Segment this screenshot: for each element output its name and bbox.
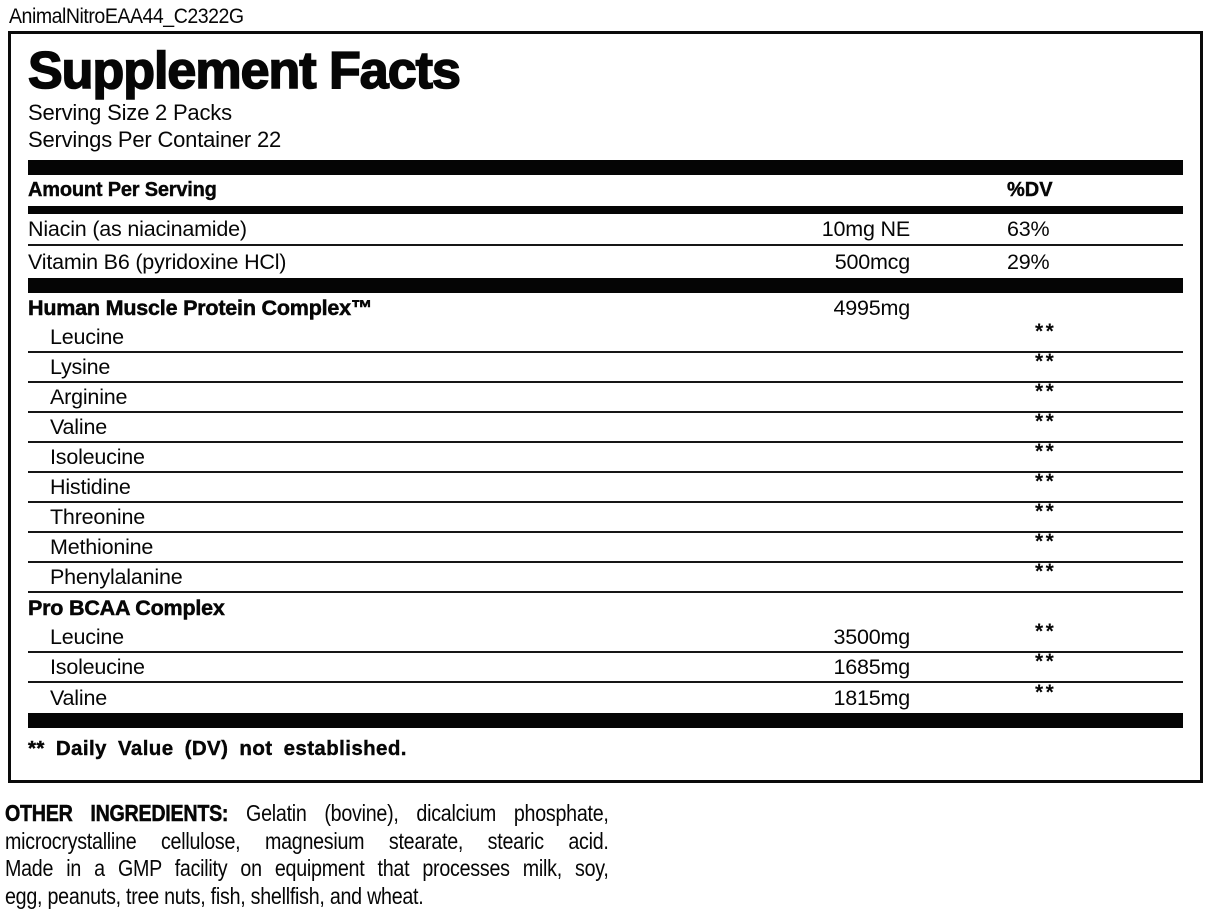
ingredient-name: Threonine bbox=[50, 504, 146, 529]
ingredient-amount: 500mcg bbox=[834, 249, 910, 274]
table-row bbox=[28, 214, 1183, 246]
other-ingredients-line: egg, peanuts, tree nuts, fish, shellfish, and wheat. bbox=[5, 882, 424, 909]
amount-per-serving-label: Amount Per Serving bbox=[28, 179, 217, 201]
ingredient-dv: ** bbox=[1035, 440, 1057, 463]
ingredient-dv: 29% bbox=[1007, 249, 1050, 274]
other-ingredients-line: microcrystalline cellulose, magnesium stearate, stearic acid. bbox=[5, 827, 609, 854]
ingredient-dv: ** bbox=[1035, 470, 1057, 493]
ingredient-amount: 1815mg bbox=[833, 685, 910, 710]
other-ingredients-paragraph bbox=[5, 800, 609, 910]
ingredient-amount: 10mg NE bbox=[821, 216, 910, 241]
table-row bbox=[28, 560, 1183, 593]
table-row bbox=[28, 246, 1183, 278]
ingredient-dv: ** bbox=[1035, 380, 1057, 403]
table-row bbox=[28, 650, 1183, 683]
other-ingredients-line bbox=[5, 800, 609, 828]
table-row bbox=[28, 410, 1183, 443]
ingredient-name: Valine bbox=[50, 414, 107, 439]
ingredient-dv: ** bbox=[1035, 650, 1057, 673]
panel-title: Supplement Facts bbox=[28, 42, 460, 100]
table-header-row bbox=[28, 175, 1183, 206]
table-row bbox=[28, 470, 1183, 503]
ingredient-amount: 1685mg bbox=[833, 654, 910, 679]
table-row bbox=[28, 530, 1183, 563]
divider-bar-thick bbox=[28, 160, 1183, 175]
ingredient-name: Arginine bbox=[50, 384, 128, 409]
ingredient-name: Isoleucine bbox=[50, 444, 145, 469]
ingredient-dv: ** bbox=[1035, 500, 1057, 523]
table-row bbox=[28, 500, 1183, 533]
ingredient-amount: 4995mg bbox=[833, 295, 910, 320]
ingredient-name: Human Muscle Protein Complex™ bbox=[28, 295, 373, 320]
table-row bbox=[28, 593, 1183, 623]
ingredient-dv: ** bbox=[1035, 620, 1057, 643]
ingredient-name: Lysine bbox=[50, 354, 111, 379]
table-row bbox=[28, 293, 1183, 323]
supplement-facts-panel bbox=[8, 31, 1203, 783]
other-ingredients-text: Gelatin (bovine), dicalcium phosphate, bbox=[228, 800, 609, 826]
divider-bar-thick bbox=[28, 278, 1183, 293]
ingredient-name: Pro BCAA Complex bbox=[28, 595, 225, 620]
table-row bbox=[28, 320, 1183, 353]
ingredient-name: Leucine bbox=[50, 624, 124, 649]
table-row bbox=[28, 620, 1183, 653]
ingredient-dv: ** bbox=[1035, 681, 1057, 704]
ingredient-name: Methionine bbox=[50, 534, 154, 559]
ingredient-amount: 3500mg bbox=[833, 624, 910, 649]
ingredient-dv: ** bbox=[1035, 410, 1057, 433]
file-label: AnimalNitroEAA44_C2322G bbox=[9, 5, 244, 28]
other-ingredients-line: Made in a GMP facility on equipment that processes milk, soy, bbox=[5, 855, 609, 881]
percent-dv-label: %DV bbox=[1007, 179, 1053, 201]
ingredient-name: Leucine bbox=[50, 324, 124, 349]
other-ingredients-label: OTHER INGREDIENTS: bbox=[5, 800, 229, 826]
ingredient-name: Niacin (as niacinamide) bbox=[28, 216, 247, 241]
ingredient-dv: ** bbox=[1035, 320, 1057, 343]
ingredient-dv: 63% bbox=[1007, 216, 1050, 241]
servings-per-container: Servings Per Container 22 bbox=[28, 127, 282, 152]
facts-rows bbox=[28, 214, 1183, 713]
ingredient-dv: ** bbox=[1035, 530, 1057, 553]
table-row bbox=[28, 380, 1183, 413]
ingredient-name: Histidine bbox=[50, 474, 131, 499]
divider-bar-thick-bottom bbox=[28, 713, 1183, 728]
ingredient-name: Valine bbox=[50, 685, 107, 710]
table-row bbox=[28, 683, 1183, 713]
ingredient-dv: ** bbox=[1035, 560, 1057, 583]
ingredient-name: Vitamin B6 (pyridoxine HCl) bbox=[28, 249, 287, 274]
divider-bar-medium bbox=[28, 206, 1183, 214]
dv-footnote: ** Daily Value (DV) not established. bbox=[28, 737, 407, 760]
table-row bbox=[28, 350, 1183, 383]
ingredient-name: Isoleucine bbox=[50, 654, 145, 679]
ingredient-dv: ** bbox=[1035, 350, 1057, 373]
serving-size: Serving Size 2 Packs bbox=[28, 100, 232, 125]
table-row bbox=[28, 440, 1183, 473]
ingredient-name: Phenylalanine bbox=[50, 564, 183, 589]
